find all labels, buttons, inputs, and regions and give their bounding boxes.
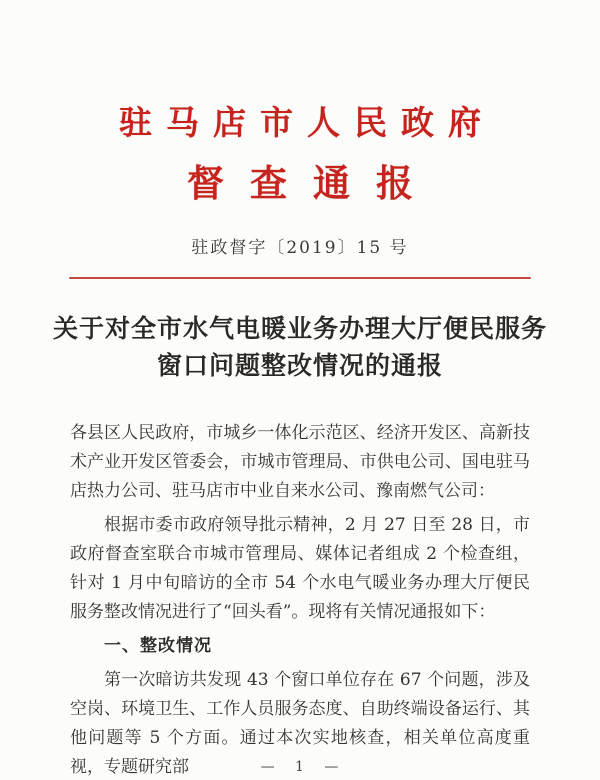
document-masthead xyxy=(0,0,600,279)
body-paragraph-1: 根据市委市政府领导批示精神，2 月 27 日至 28 日，市政府督查室联合市城市管理局、媒体记者组成 2 个检查组，针对 1 月中旬暗访的全市 54 个水电气暖业务办理大厅便民服务整改情况进行了“回头看”。现将有关情况通报如下： xyxy=(70,515,530,622)
addressee-paragraph: 各县区人民政府，市城乡一体化示范区、经济开发区、高新技术产业开发区管委会，市城市管理局、市供电公司、国电驻马店热力公司、驻马店市中业自来水公司、豫南燃气公司： xyxy=(70,423,530,501)
red-divider-line xyxy=(69,277,531,279)
body-paragraph-2: 第一次暗访共发现 43 个窗口单位存在 67 个问题，涉及空岗、环境卫生、工作人员服务态度、自助终端设备运行、其他问题等 5 个方面。通过本次实地核查，相关单位高度重视，专题研究部 xyxy=(70,670,530,777)
issuing-authority-title: 驻马店市人民政府 xyxy=(119,103,495,142)
document-title-line-2: 窗口问题整改情况的通报 xyxy=(156,351,443,380)
document-reference-number: 驻政督字〔2019〕15 号 xyxy=(191,238,409,258)
page-number: — 1 — xyxy=(260,759,340,775)
document-body xyxy=(70,419,530,780)
section-heading-1: 一、整改情况 xyxy=(104,636,212,656)
document-title-line-1: 关于对全市水气电暖业务办理大厅便民服务 xyxy=(52,314,547,343)
document-title xyxy=(0,310,600,384)
document-type-title: 督查通报 xyxy=(187,161,439,205)
